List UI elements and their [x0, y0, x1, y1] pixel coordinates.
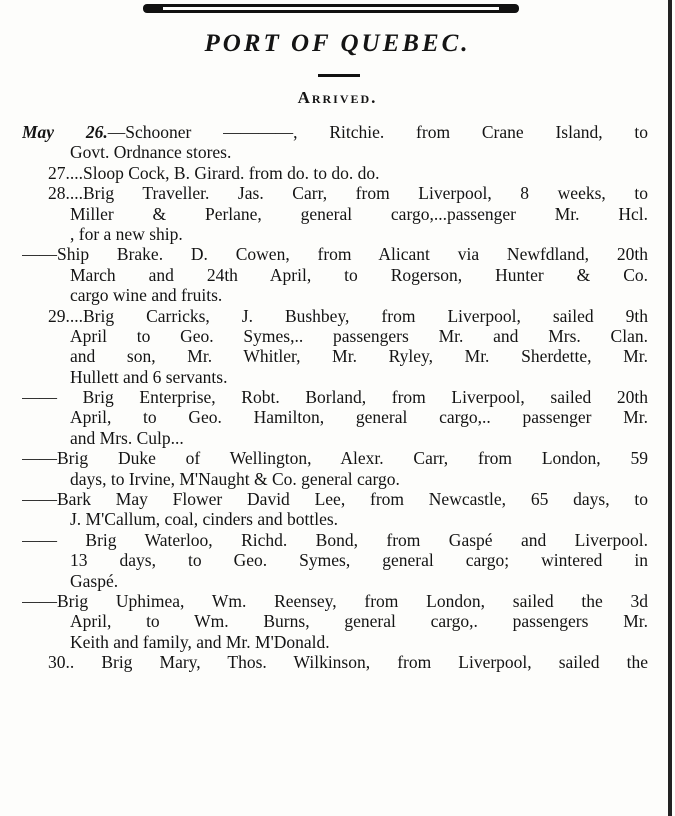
entry-line: ——Bark May Flower David Lee, from Newcastle, 65 days, to [22, 489, 648, 510]
entry-line: April, to Geo. Hamilton, general cargo,.. passenger Mr. [70, 407, 648, 428]
arrival-entry [22, 489, 648, 530]
entry-line: April, to Wm. Burns, general cargo,. passengers Mr. [70, 611, 648, 632]
entry-line: ——Brig Duke of Wellington, Alexr. Carr, from London, 59 [22, 448, 648, 469]
arrival-entry [22, 244, 648, 305]
entry-line: , for a new ship. [70, 223, 183, 244]
arrival-entry [22, 591, 648, 652]
arrival-date: May 26. [22, 122, 108, 142]
arrival-entry [22, 448, 648, 489]
arrival-entry [22, 387, 648, 448]
entry-line: —— Brig Enterprise, Robt. Borland, from Liverpool, sailed 20th [22, 387, 648, 408]
top-ornamental-rule [143, 4, 519, 13]
arrival-entry [22, 163, 648, 183]
entry-line: Keith and family, and Mr. M'Donald. [70, 631, 330, 652]
entry-line: 29....Brig Carricks, J. Bushbey, from Liverpool, sailed 9th [48, 305, 648, 326]
entry-line: cargo wine and fruits. [70, 285, 223, 306]
entry-line: April to Geo. Symes,.. passengers Mr. and Mrs. Clan. [70, 325, 648, 346]
arrival-entry [22, 306, 648, 388]
entry-line: 27....Sloop Cock, B. Girard. from do. to do. do. [48, 162, 380, 183]
arrival-entry [22, 652, 648, 672]
entry-line: —— Brig Waterloo, Richd. Bond, from Gaspé and Liverpool. [22, 529, 648, 550]
entry-line: Gaspé. [70, 570, 119, 591]
arrival-entry [22, 122, 648, 163]
section-heading: Arrived. [297, 88, 378, 107]
entry-line: May 26.—Schooner ————, Ritchie. from Crane Island, to [22, 122, 648, 142]
entry-line: days, to Irvine, M'Naught & Co. general cargo. [70, 468, 400, 489]
entry-line: J. M'Callum, coal, cinders and bottles. [70, 509, 339, 530]
entry-line: and son, Mr. Whitler, Mr. Ryley, Mr. Sherdette, Mr. [70, 346, 648, 367]
entry-line: 13 days, to Geo. Symes, general cargo; wintered in [70, 550, 648, 571]
entry-line: March and 24th April, to Rogerson, Hunter & Co. [70, 264, 648, 285]
entry-line: 28....Brig Traveller. Jas. Carr, from Liverpool, 8 weeks, to [48, 183, 648, 204]
entry-line: ——Ship Brake. D. Cowen, from Alicant via Newfdland, 20th [22, 244, 648, 265]
arrivals-list [22, 122, 648, 673]
entry-line: Govt. Ordnance stores. [70, 142, 232, 163]
entry-line: Miller & Perlane, general cargo,...passenger Mr. Hcl. [70, 203, 648, 224]
page-title: PORT OF QUEBEC. [204, 30, 471, 57]
entry-line: Hullett and 6 servants. [70, 366, 228, 387]
arrival-entry [22, 530, 648, 591]
title-divider [318, 74, 360, 77]
column-rule [668, 0, 672, 816]
entry-line: 30.. Brig Mary, Thos. Wilkinson, from Liverpool, sailed the [48, 652, 648, 673]
entry-line: and Mrs. Culp... [70, 427, 184, 448]
entry-line: ——Brig Uphimea, Wm. Reensey, from London, sailed the 3d [22, 590, 648, 611]
arrival-entry [22, 183, 648, 244]
